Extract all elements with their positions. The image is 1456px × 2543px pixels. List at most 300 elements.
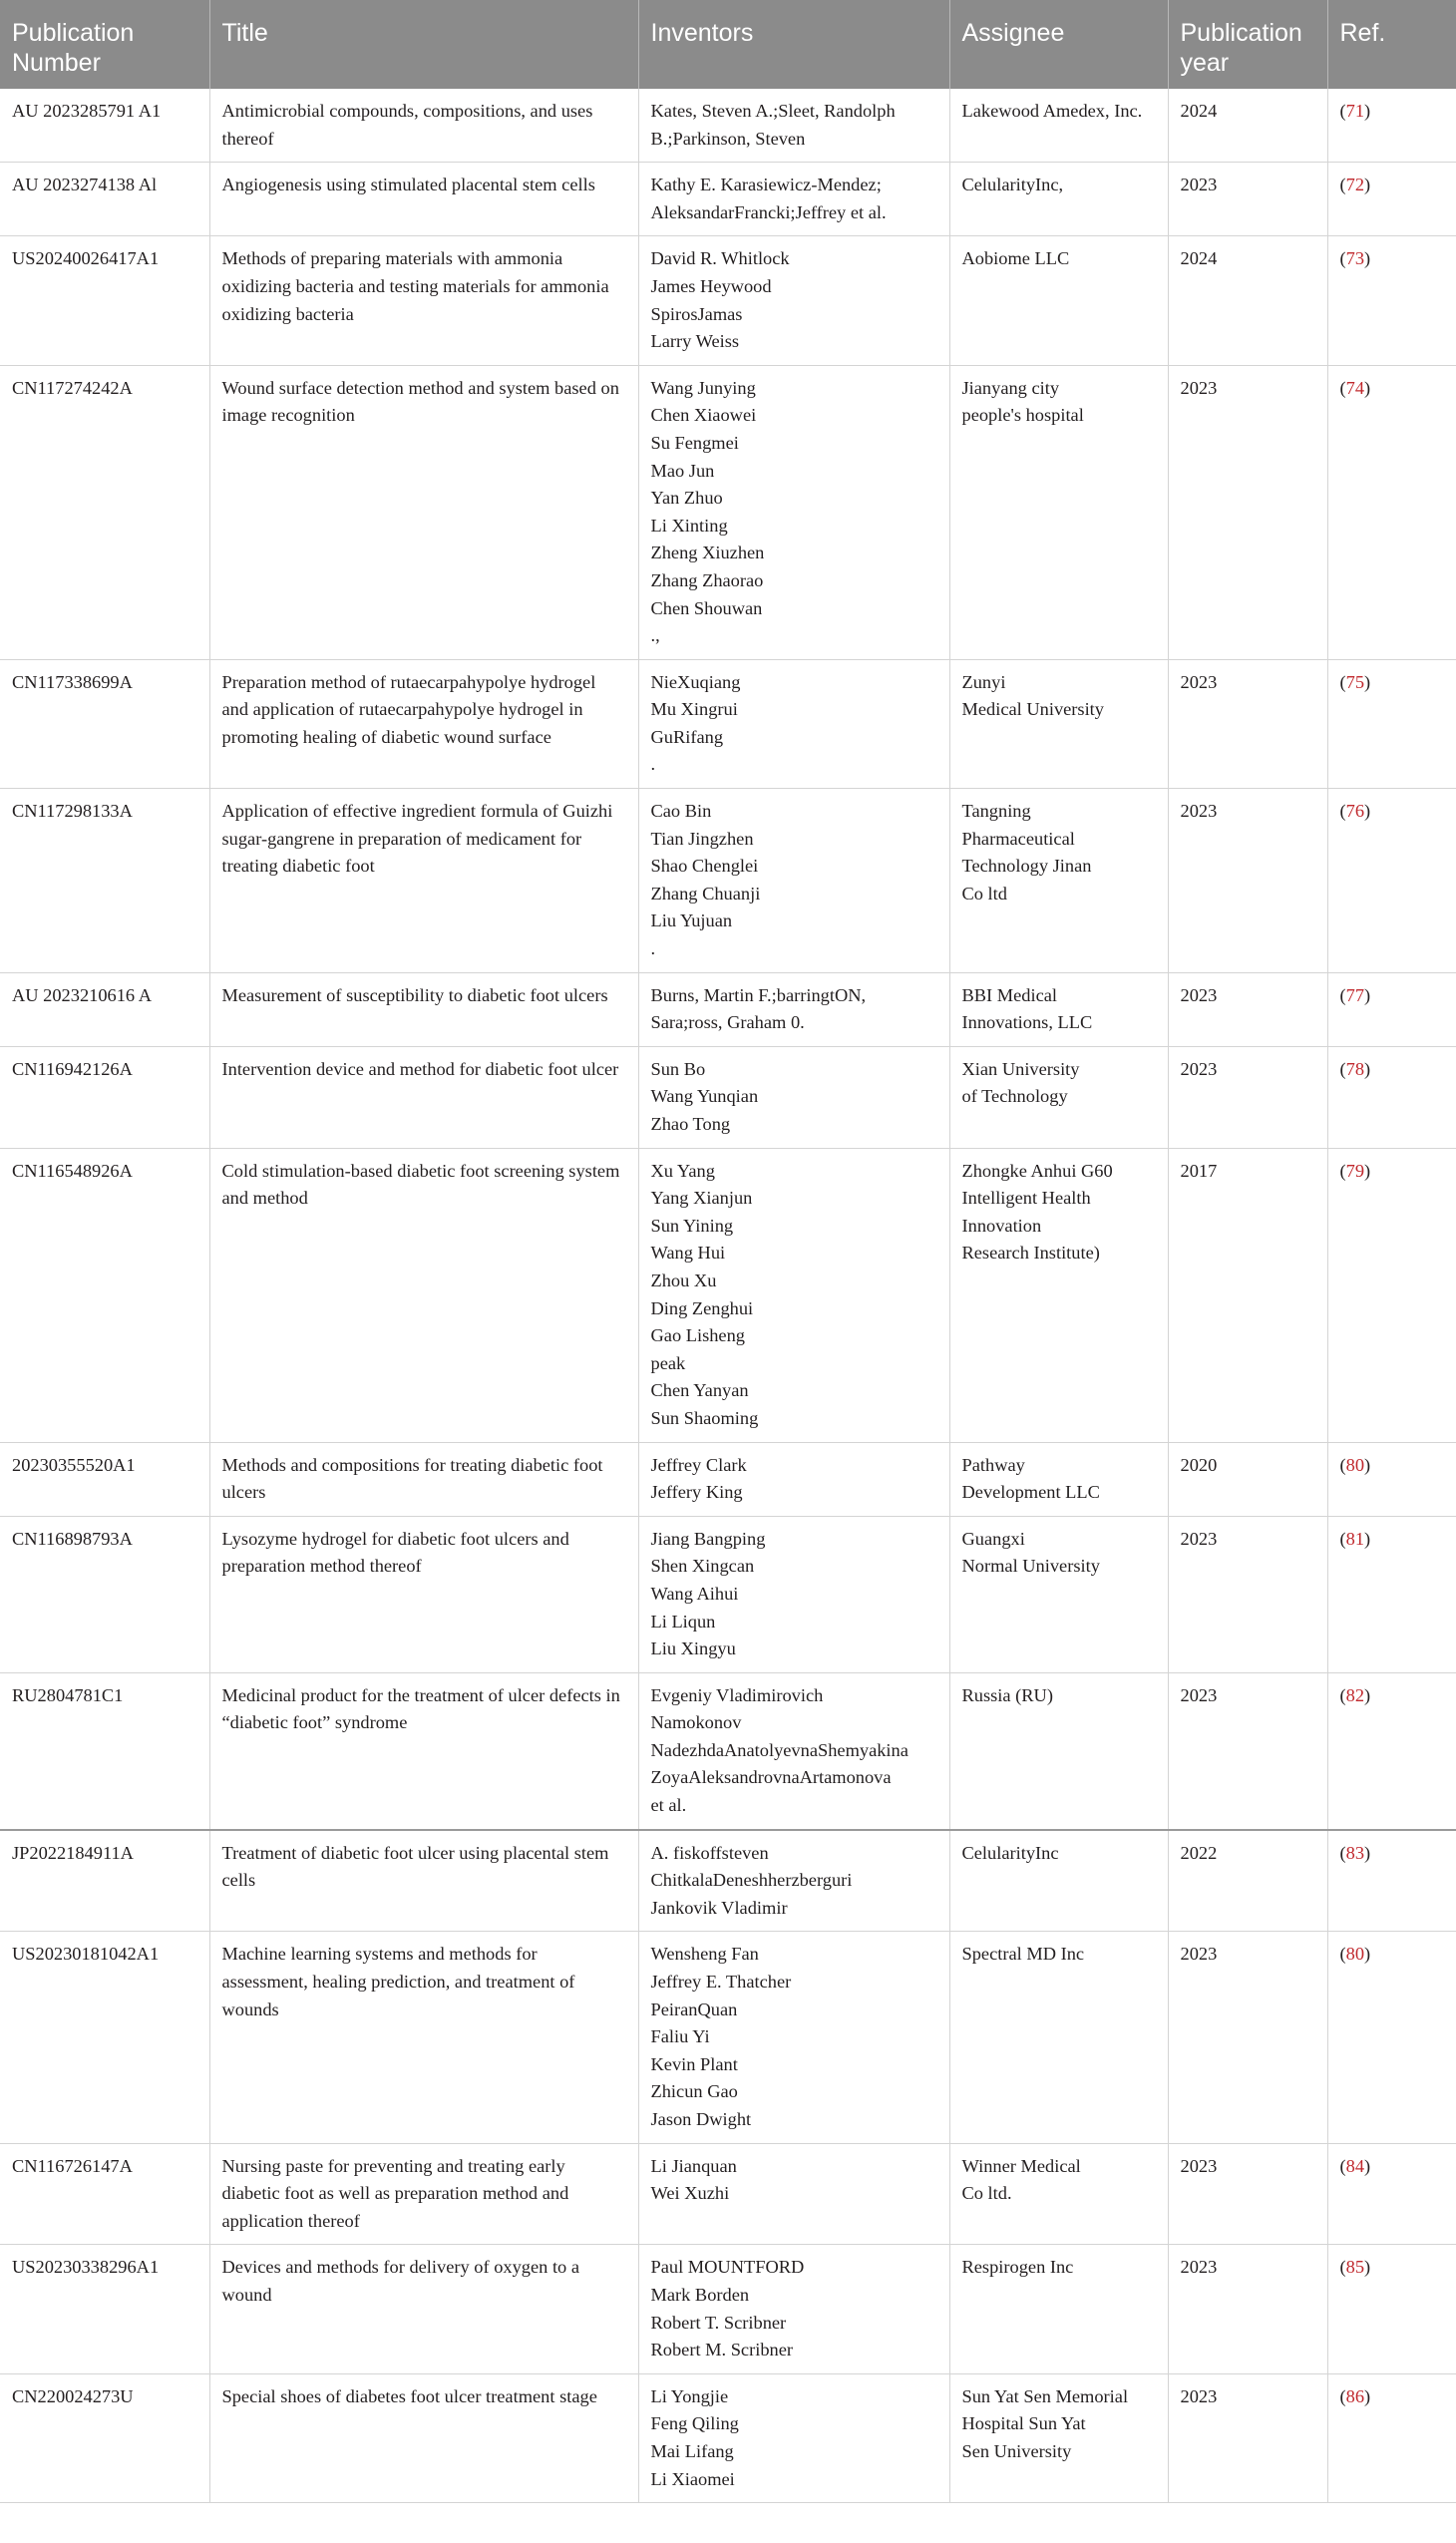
ref-cell xyxy=(1327,236,1456,365)
assignee-name: Hospital Sun Yat xyxy=(961,2413,1086,2434)
header-inventors: Inventors xyxy=(638,0,949,89)
header-title: Title xyxy=(209,0,638,89)
inventor-name: Namokonov xyxy=(650,1712,742,1733)
reference: (74) xyxy=(1339,377,1371,398)
reference: (77) xyxy=(1339,984,1371,1005)
reference-link[interactable]: 74 xyxy=(1345,377,1365,398)
inventor-name: Jeffery King xyxy=(650,1482,743,1503)
inventor-name: Li Jianquan xyxy=(650,2155,737,2176)
ref-cell xyxy=(1327,1672,1456,1829)
inventors-cell xyxy=(638,1516,949,1672)
reference-link[interactable]: 86 xyxy=(1345,2385,1365,2406)
ref-cell xyxy=(1327,2373,1456,2502)
inventors-cell xyxy=(638,1442,949,1516)
assignee-name: Medical University xyxy=(961,699,1104,720)
ref-cell xyxy=(1327,89,1456,163)
inventor-name: Su Fengmei xyxy=(650,432,739,453)
assignee-name: Zunyi xyxy=(961,671,1006,692)
inventor-name: et al. xyxy=(650,1795,687,1816)
inventor-name: NadezhdaAnatolyevnaShemyakina xyxy=(650,1739,909,1760)
patent-title: Preparation method of rutaecarpahypolye hydrogel and application of rutaecarpahypolye hydrogel in promoting healing of diabetic wound surface xyxy=(221,671,596,747)
inventor-name: Sun Shaoming xyxy=(650,1407,759,1428)
title-cell xyxy=(209,365,638,659)
title-cell xyxy=(209,1932,638,2143)
assignee-cell xyxy=(949,1932,1168,2143)
ref-cell xyxy=(1327,1148,1456,1442)
reference: (79) xyxy=(1339,1160,1371,1181)
assignee-name: Spectral MD Inc xyxy=(961,1944,1085,1965)
publication-number: AU 2023274138 Al xyxy=(12,175,158,195)
ref-cell xyxy=(1327,1932,1456,2143)
inventors-cell xyxy=(638,1830,949,1932)
publication-number-cell xyxy=(0,365,209,659)
assignee-cell xyxy=(949,1046,1168,1148)
publication-year-cell xyxy=(1168,1148,1327,1442)
ref-cell xyxy=(1327,1442,1456,1516)
assignee-cell xyxy=(949,1830,1168,1932)
reference-link[interactable]: 84 xyxy=(1345,2155,1365,2176)
assignee-cell xyxy=(949,2245,1168,2373)
patent-title: Devices and methods for delivery of oxygen to a wound xyxy=(221,2257,580,2305)
inventors-cell xyxy=(638,1046,949,1148)
reference-link[interactable]: 80 xyxy=(1345,1454,1365,1475)
publication-year: 2023 xyxy=(1180,671,1218,692)
assignee-name: Intelligent Health xyxy=(961,1188,1091,1209)
inventor-name: Mu Xingrui xyxy=(650,699,738,720)
table-row xyxy=(0,789,1456,973)
patent-title: Application of effective ingredient formula of Guizhi sugar-gangrene in preparation of medicament for treating diabetic foot xyxy=(221,801,613,877)
reference-link[interactable]: 78 xyxy=(1345,1058,1365,1079)
table-body xyxy=(0,89,1456,2503)
publication-year-cell xyxy=(1168,163,1327,236)
patent-title: Lysozyme hydrogel for diabetic foot ulcers and preparation method thereof xyxy=(221,1528,569,1577)
patent-title: Cold stimulation-based diabetic foot screening system and method xyxy=(221,1160,620,1209)
inventor-name: Paul MOUNTFORD xyxy=(650,2257,805,2278)
assignee-cell xyxy=(949,89,1168,163)
inventor-name: Zhang Chuanji xyxy=(650,883,761,904)
publication-number: CN117338699A xyxy=(12,671,133,692)
reference: (78) xyxy=(1339,1058,1371,1079)
inventors-cell xyxy=(638,972,949,1046)
inventor-name: ., xyxy=(650,625,660,646)
assignee-name: Development LLC xyxy=(961,1482,1100,1503)
inventors-cell xyxy=(638,1148,949,1442)
inventor-name: Liu Xingyu xyxy=(650,1638,736,1659)
patent-title: Nursing paste for preventing and treating early diabetic foot as well as preparation method and application thereof xyxy=(221,2155,569,2231)
publication-year-cell xyxy=(1168,236,1327,365)
assignee-name: Winner Medical xyxy=(961,2155,1081,2176)
ref-cell xyxy=(1327,1046,1456,1148)
inventor-name: Chen Xiaowei xyxy=(650,405,757,426)
title-cell xyxy=(209,2373,638,2502)
inventor-name: Jeffrey E. Thatcher xyxy=(650,1972,792,1993)
inventor-name: Li Xiaomei xyxy=(650,2468,735,2489)
inventor-name: Xu Yang xyxy=(650,1160,715,1181)
patent-title: Antimicrobial compounds, compositions, and uses thereof xyxy=(221,101,593,149)
inventors-cell xyxy=(638,1932,949,2143)
patent-title: Measurement of susceptibility to diabetic foot ulcers xyxy=(221,984,608,1005)
publication-number-cell xyxy=(0,1830,209,1932)
ref-cell xyxy=(1327,1516,1456,1672)
assignee-name: Xian University xyxy=(961,1058,1080,1079)
inventor-name: ZoyaAleksandrovnaArtamonova xyxy=(650,1767,892,1788)
assignee-name: Zhongke Anhui G60 xyxy=(961,1160,1113,1181)
patent-title: Angiogenesis using stimulated placental stem cells xyxy=(221,175,595,195)
table-row xyxy=(0,2143,1456,2245)
reference: (73) xyxy=(1339,248,1371,269)
inventor-name: Feng Qiling xyxy=(650,2413,739,2434)
assignee-name: Pathway xyxy=(961,1454,1025,1475)
inventor-name: David R. Whitlock xyxy=(650,248,790,269)
ref-cell xyxy=(1327,163,1456,236)
inventor-name: Faliu Yi xyxy=(650,2026,710,2047)
inventors-cell xyxy=(638,789,949,973)
patent-title: Machine learning systems and methods for assessment, healing prediction, and treatment of wounds xyxy=(221,1944,575,2019)
inventor-name: NieXuqiang xyxy=(650,671,741,692)
reference: (72) xyxy=(1339,175,1371,195)
assignee-cell xyxy=(949,163,1168,236)
assignee-name: Normal University xyxy=(961,1556,1100,1577)
ref-cell xyxy=(1327,2143,1456,2245)
publication-year: 2023 xyxy=(1180,2155,1218,2176)
inventors-cell xyxy=(638,2373,949,2502)
publication-year: 2023 xyxy=(1180,377,1218,398)
publication-year: 2017 xyxy=(1180,1160,1218,1181)
table-row xyxy=(0,972,1456,1046)
table-row xyxy=(0,1830,1456,1932)
reference-link[interactable]: 72 xyxy=(1345,175,1365,195)
publication-year-cell xyxy=(1168,1672,1327,1829)
inventor-name: Jeffrey Clark xyxy=(650,1454,747,1475)
title-cell xyxy=(209,1516,638,1672)
title-cell xyxy=(209,789,638,973)
inventors-cell xyxy=(638,1672,949,1829)
publication-year: 2023 xyxy=(1180,1058,1218,1079)
header-row xyxy=(0,0,1456,89)
inventor-name: GuRifang xyxy=(650,726,724,747)
inventor-name: peak xyxy=(650,1352,686,1373)
reference: (81) xyxy=(1339,1528,1371,1549)
inventor-name: Wang Aihui xyxy=(650,1583,739,1604)
header-assignee: Assignee xyxy=(949,0,1168,89)
inventor-name: Mai Lifang xyxy=(650,2440,734,2461)
ref-cell xyxy=(1327,789,1456,973)
ref-cell xyxy=(1327,1830,1456,1932)
publication-number-cell xyxy=(0,1516,209,1672)
publication-number-cell xyxy=(0,789,209,973)
publication-year: 2023 xyxy=(1180,2257,1218,2278)
inventor-name: James Heywood xyxy=(650,275,772,296)
title-cell xyxy=(209,1672,638,1829)
assignee-cell xyxy=(949,236,1168,365)
header-publication-year: Publication year xyxy=(1168,0,1327,89)
inventor-name: Jiang Bangping xyxy=(650,1528,766,1549)
inventor-name: Jason Dwight xyxy=(650,2109,752,2129)
title-cell xyxy=(209,89,638,163)
reference-link[interactable]: 75 xyxy=(1345,671,1365,692)
inventor-name: Li Liqun xyxy=(650,1611,716,1632)
publication-number-cell xyxy=(0,1442,209,1516)
reference: (85) xyxy=(1339,2257,1371,2278)
publication-year-cell xyxy=(1168,789,1327,973)
assignee-name: Tangning xyxy=(961,801,1031,822)
inventor-name: Sun Bo xyxy=(650,1058,706,1079)
table-row xyxy=(0,236,1456,365)
assignee-name: Sun Yat Sen Memorial xyxy=(961,2385,1129,2406)
reference-link[interactable]: 71 xyxy=(1345,101,1365,121)
inventor-name: Gao Lisheng xyxy=(650,1325,745,1346)
patent-title: Intervention device and method for diabetic foot ulcer xyxy=(221,1058,619,1079)
publication-year: 2023 xyxy=(1180,2385,1218,2406)
table-row xyxy=(0,1516,1456,1672)
reference-link[interactable]: 77 xyxy=(1345,984,1365,1005)
assignee-name: BBI Medical xyxy=(961,984,1058,1005)
inventor-name: Zhou Xu xyxy=(650,1270,717,1290)
inventor-name: . xyxy=(650,754,656,775)
publication-number: CN116942126A xyxy=(12,1058,133,1079)
publication-number-cell xyxy=(0,1932,209,2143)
title-cell xyxy=(209,1830,638,1932)
reference: (80) xyxy=(1339,1944,1371,1965)
publication-number: CN220024273U xyxy=(12,2385,134,2406)
inventor-name: . xyxy=(650,938,656,959)
title-cell xyxy=(209,972,638,1046)
publication-number: CN117274242A xyxy=(12,377,133,398)
assignee-name: Research Institute) xyxy=(961,1243,1100,1264)
inventors-cell xyxy=(638,659,949,788)
reference-link[interactable]: 76 xyxy=(1345,801,1365,822)
publication-number: US20230338296A1 xyxy=(12,2257,160,2278)
assignee-name: Jianyang city xyxy=(961,377,1060,398)
inventor-name: Robert M. Scribner xyxy=(650,2340,794,2361)
inventor-name: SpirosJamas xyxy=(650,303,743,324)
publication-number: JP2022184911A xyxy=(12,1842,134,1863)
publication-year-cell xyxy=(1168,2373,1327,2502)
publication-number: CN116726147A xyxy=(12,2155,133,2176)
publication-number: CN116898793A xyxy=(12,1528,133,1549)
inventors-cell xyxy=(638,236,949,365)
reference: (86) xyxy=(1339,2385,1371,2406)
assignee-name: of Technology xyxy=(961,1086,1068,1107)
assignee-name: Aobiome LLC xyxy=(961,248,1070,269)
publication-year-cell xyxy=(1168,1830,1327,1932)
assignee-cell xyxy=(949,2143,1168,2245)
assignee-cell xyxy=(949,972,1168,1046)
inventors-cell xyxy=(638,365,949,659)
inventor-name: Kathy E. Karasiewicz-Mendez; AleksandarFrancki;Jeffrey et al. xyxy=(650,175,887,222)
publication-year: 2024 xyxy=(1180,101,1218,121)
inventor-name: Mark Borden xyxy=(650,2284,750,2305)
assignee-name: Pharmaceutical xyxy=(961,828,1075,849)
inventors-cell xyxy=(638,2143,949,2245)
assignee-name: Co ltd xyxy=(961,883,1007,904)
patent-title: Methods of preparing materials with ammonia oxidizing bacteria and testing materials for ammonia oxidizing bacteria xyxy=(221,248,609,324)
inventor-name: Yang Xianjun xyxy=(650,1188,753,1209)
publication-number: RU2804781C1 xyxy=(12,1684,124,1705)
inventor-name: Liu Yujuan xyxy=(650,910,733,931)
inventor-name: Yan Zhuo xyxy=(650,488,723,509)
inventor-name: Wei Xuzhi xyxy=(650,2183,730,2204)
reference-link[interactable]: 83 xyxy=(1345,1842,1365,1863)
assignee-cell xyxy=(949,1442,1168,1516)
inventor-name: Li Yongjie xyxy=(650,2385,729,2406)
reference: (75) xyxy=(1339,671,1371,692)
inventors-cell xyxy=(638,89,949,163)
patent-title: Treatment of diabetic foot ulcer using placental stem cells xyxy=(221,1842,609,1891)
inventor-name: A. fiskoffsteven xyxy=(650,1842,769,1863)
table-header xyxy=(0,0,1456,89)
publication-number: CN116548926A xyxy=(12,1160,133,1181)
publication-year-cell xyxy=(1168,2143,1327,2245)
table-row xyxy=(0,89,1456,163)
publication-number-cell xyxy=(0,2143,209,2245)
publication-year: 2023 xyxy=(1180,1528,1218,1549)
inventor-name: Wang Hui xyxy=(650,1243,726,1264)
inventor-name: Shen Xingcan xyxy=(650,1556,755,1577)
reference-link[interactable]: 82 xyxy=(1345,1684,1365,1705)
inventor-name: Kates, Steven A.;Sleet, Randolph B.;Parkinson, Steven xyxy=(650,101,896,149)
inventor-name: Jankovik Vladimir xyxy=(650,1897,788,1918)
title-cell xyxy=(209,2143,638,2245)
reference: (82) xyxy=(1339,1684,1371,1705)
inventor-name: Zhao Tong xyxy=(650,1114,731,1134)
reference: (84) xyxy=(1339,2155,1371,2176)
publication-year-cell xyxy=(1168,659,1327,788)
table-row xyxy=(0,1148,1456,1442)
reference-link[interactable]: 81 xyxy=(1345,1528,1365,1549)
publication-year-cell xyxy=(1168,2245,1327,2373)
inventor-name: Zheng Xiuzhen xyxy=(650,543,765,563)
inventor-name: Evgeniy Vladimirovich xyxy=(650,1684,824,1705)
publication-number: US20240026417A1 xyxy=(12,248,160,269)
reference-link[interactable]: 80 xyxy=(1345,1944,1365,1965)
publication-number-cell xyxy=(0,1148,209,1442)
assignee-cell xyxy=(949,2373,1168,2502)
table-row xyxy=(0,1442,1456,1516)
inventor-name: Shao Chenglei xyxy=(650,856,759,877)
inventors-cell xyxy=(638,163,949,236)
table-row xyxy=(0,163,1456,236)
publication-year-cell xyxy=(1168,972,1327,1046)
title-cell xyxy=(209,659,638,788)
assignee-name: Lakewood Amedex, Inc. xyxy=(961,101,1143,121)
publication-year-cell xyxy=(1168,1932,1327,2143)
assignee-name: CelularityInc xyxy=(961,1842,1059,1863)
inventor-name: Li Xinting xyxy=(650,515,728,536)
title-cell xyxy=(209,163,638,236)
publication-year: 2020 xyxy=(1180,1454,1218,1475)
publication-year-cell xyxy=(1168,89,1327,163)
assignee-name: people's hospital xyxy=(961,405,1084,426)
publication-number-cell xyxy=(0,89,209,163)
publication-year-cell xyxy=(1168,365,1327,659)
assignee-name: Co ltd. xyxy=(961,2183,1012,2204)
patent-title: Medicinal product for the treatment of ulcer defects in “diabetic foot” syndrome xyxy=(221,1684,620,1733)
publication-number-cell xyxy=(0,2373,209,2502)
assignee-cell xyxy=(949,365,1168,659)
publication-year: 2023 xyxy=(1180,175,1218,195)
publication-year: 2023 xyxy=(1180,801,1218,822)
inventor-name: Wang Junying xyxy=(650,377,756,398)
publication-number-cell xyxy=(0,1046,209,1148)
inventor-name: Robert T. Scribner xyxy=(650,2312,787,2333)
assignee-name: Sen University xyxy=(961,2440,1072,2461)
inventor-name: Larry Weiss xyxy=(650,331,740,352)
inventor-name: Mao Jun xyxy=(650,460,715,481)
publication-number-cell xyxy=(0,659,209,788)
header-publication-number: Publication Number xyxy=(0,0,209,89)
title-cell xyxy=(209,2245,638,2373)
inventor-name: Burns, Martin F.;barringtON, Sara;ross, Graham 0. xyxy=(650,984,867,1033)
ref-cell xyxy=(1327,972,1456,1046)
table-row xyxy=(0,2373,1456,2502)
reference: (71) xyxy=(1339,101,1371,121)
publication-number: US20230181042A1 xyxy=(12,1944,160,1965)
title-cell xyxy=(209,1148,638,1442)
publication-number: AU 2023210616 A xyxy=(12,984,152,1005)
assignee-name: CelularityInc, xyxy=(961,175,1064,195)
title-cell xyxy=(209,1442,638,1516)
table-row xyxy=(0,1672,1456,1829)
reference: (76) xyxy=(1339,801,1371,822)
publication-number: CN117298133A xyxy=(12,801,133,822)
ref-cell xyxy=(1327,365,1456,659)
inventor-name: Wensheng Fan xyxy=(650,1944,759,1965)
publication-number-cell xyxy=(0,1672,209,1829)
reference-link[interactable]: 85 xyxy=(1345,2257,1365,2278)
reference-link[interactable]: 79 xyxy=(1345,1160,1365,1181)
ref-cell xyxy=(1327,2245,1456,2373)
publication-year: 2024 xyxy=(1180,248,1218,269)
publication-year: 2022 xyxy=(1180,1842,1218,1863)
inventor-name: Tian Jingzhen xyxy=(650,828,754,849)
table-row xyxy=(0,1046,1456,1148)
publication-year: 2023 xyxy=(1180,1944,1218,1965)
publication-number-cell xyxy=(0,2245,209,2373)
publication-year-cell xyxy=(1168,1046,1327,1148)
inventor-name: Ding Zenghui xyxy=(650,1297,754,1318)
inventor-name: Cao Bin xyxy=(650,801,712,822)
assignee-name: Russia (RU) xyxy=(961,1684,1053,1705)
ref-cell xyxy=(1327,659,1456,788)
inventor-name: Chen Yanyan xyxy=(650,1380,749,1401)
assignee-cell xyxy=(949,1148,1168,1442)
patent-title: Special shoes of diabetes foot ulcer treatment stage xyxy=(221,2385,597,2406)
header-ref: Ref. xyxy=(1327,0,1456,89)
publication-year-cell xyxy=(1168,1516,1327,1672)
assignee-name: Innovation xyxy=(961,1215,1042,1236)
publication-number-cell xyxy=(0,236,209,365)
table-row xyxy=(0,2245,1456,2373)
reference-link[interactable]: 73 xyxy=(1345,248,1365,269)
publication-number: 20230355520A1 xyxy=(12,1454,136,1475)
assignee-cell xyxy=(949,789,1168,973)
inventor-name: Zhang Zhaorao xyxy=(650,569,764,590)
title-cell xyxy=(209,1046,638,1148)
patent-title: Methods and compositions for treating diabetic foot ulcers xyxy=(221,1454,603,1503)
inventor-name: Wang Yunqian xyxy=(650,1086,759,1107)
publication-year-cell xyxy=(1168,1442,1327,1516)
table-row xyxy=(0,365,1456,659)
assignee-name: Technology Jinan xyxy=(961,856,1092,877)
inventor-name: Chen Shouwan xyxy=(650,597,763,618)
assignee-name: Guangxi xyxy=(961,1528,1025,1549)
inventor-name: PeiranQuan xyxy=(650,1998,738,2019)
reference: (83) xyxy=(1339,1842,1371,1863)
table-row xyxy=(0,1932,1456,2143)
patent-title: Wound surface detection method and system based on image recognition xyxy=(221,377,619,426)
table-row xyxy=(0,659,1456,788)
